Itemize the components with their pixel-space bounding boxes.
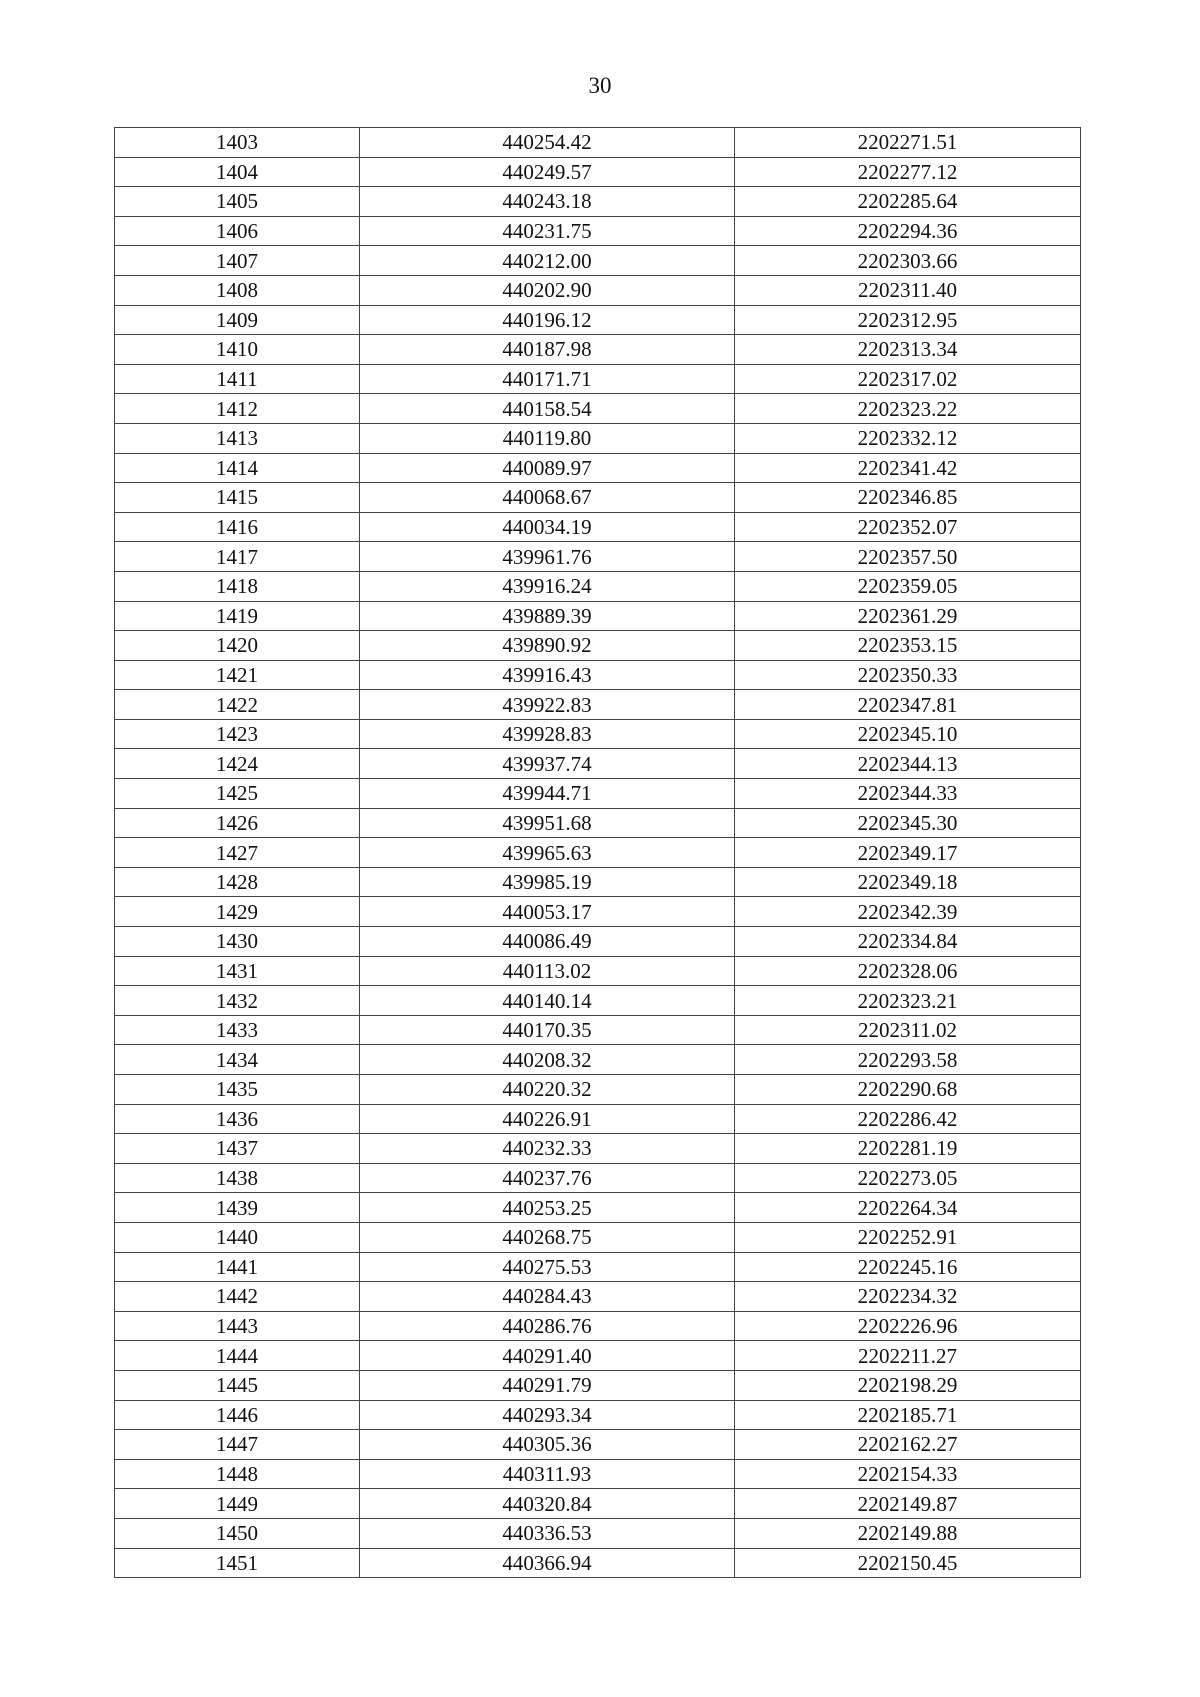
point-number-cell: 1408 xyxy=(115,275,360,305)
y-coordinate-cell: 2202264.34 xyxy=(735,1193,1081,1223)
table-row xyxy=(115,512,1081,542)
y-coordinate-cell: 2202313.34 xyxy=(735,335,1081,365)
point-number-cell: 1409 xyxy=(115,305,360,335)
y-coordinate-cell: 2202361.29 xyxy=(735,601,1081,631)
x-coordinate-cell: 440284.43 xyxy=(360,1282,735,1312)
x-coordinate-cell: 440311.93 xyxy=(360,1459,735,1489)
table-row xyxy=(115,1400,1081,1430)
x-coordinate-cell: 440086.49 xyxy=(360,927,735,957)
table-row xyxy=(115,1282,1081,1312)
table-row xyxy=(115,1489,1081,1519)
point-number-cell: 1441 xyxy=(115,1252,360,1282)
y-coordinate-cell: 2202346.85 xyxy=(735,483,1081,513)
x-coordinate-cell: 440291.79 xyxy=(360,1370,735,1400)
y-coordinate-cell: 2202349.17 xyxy=(735,838,1081,868)
table-row xyxy=(115,335,1081,365)
point-number-cell: 1446 xyxy=(115,1400,360,1430)
point-number-cell: 1440 xyxy=(115,1222,360,1252)
point-number-cell: 1410 xyxy=(115,335,360,365)
table-row xyxy=(115,986,1081,1016)
x-coordinate-cell: 440196.12 xyxy=(360,305,735,335)
y-coordinate-cell: 2202345.10 xyxy=(735,719,1081,749)
x-coordinate-cell: 439961.76 xyxy=(360,542,735,572)
y-coordinate-cell: 2202252.91 xyxy=(735,1222,1081,1252)
x-coordinate-cell: 440119.80 xyxy=(360,423,735,453)
point-number-cell: 1421 xyxy=(115,660,360,690)
x-coordinate-cell: 440336.53 xyxy=(360,1518,735,1548)
point-number-cell: 1437 xyxy=(115,1134,360,1164)
y-coordinate-cell: 2202277.12 xyxy=(735,157,1081,187)
x-coordinate-cell: 440305.36 xyxy=(360,1430,735,1460)
x-coordinate-cell: 440226.91 xyxy=(360,1104,735,1134)
x-coordinate-cell: 440034.19 xyxy=(360,512,735,542)
x-coordinate-cell: 440158.54 xyxy=(360,394,735,424)
point-number-cell: 1419 xyxy=(115,601,360,631)
y-coordinate-cell: 2202350.33 xyxy=(735,660,1081,690)
y-coordinate-cell: 2202311.40 xyxy=(735,275,1081,305)
table-row xyxy=(115,364,1081,394)
table-row xyxy=(115,631,1081,661)
point-number-cell: 1425 xyxy=(115,779,360,809)
point-number-cell: 1445 xyxy=(115,1370,360,1400)
y-coordinate-cell: 2202352.07 xyxy=(735,512,1081,542)
x-coordinate-cell: 440089.97 xyxy=(360,453,735,483)
y-coordinate-cell: 2202185.71 xyxy=(735,1400,1081,1430)
x-coordinate-cell: 440237.76 xyxy=(360,1163,735,1193)
y-coordinate-cell: 2202271.51 xyxy=(735,128,1081,158)
x-coordinate-cell: 440275.53 xyxy=(360,1252,735,1282)
x-coordinate-cell: 440243.18 xyxy=(360,187,735,217)
y-coordinate-cell: 2202317.02 xyxy=(735,364,1081,394)
x-coordinate-cell: 440053.17 xyxy=(360,897,735,927)
y-coordinate-cell: 2202334.84 xyxy=(735,927,1081,957)
y-coordinate-cell: 2202359.05 xyxy=(735,571,1081,601)
point-number-cell: 1424 xyxy=(115,749,360,779)
x-coordinate-cell: 440208.32 xyxy=(360,1045,735,1075)
y-coordinate-cell: 2202281.19 xyxy=(735,1134,1081,1164)
y-coordinate-cell: 2202294.36 xyxy=(735,216,1081,246)
x-coordinate-cell: 440291.40 xyxy=(360,1341,735,1371)
y-coordinate-cell: 2202312.95 xyxy=(735,305,1081,335)
y-coordinate-cell: 2202311.02 xyxy=(735,1015,1081,1045)
point-number-cell: 1438 xyxy=(115,1163,360,1193)
x-coordinate-cell: 440212.00 xyxy=(360,246,735,276)
table-row xyxy=(115,423,1081,453)
x-coordinate-cell: 440366.94 xyxy=(360,1548,735,1578)
point-number-cell: 1423 xyxy=(115,719,360,749)
table-row xyxy=(115,927,1081,957)
x-coordinate-cell: 440253.25 xyxy=(360,1193,735,1223)
table-row xyxy=(115,394,1081,424)
table-row xyxy=(115,216,1081,246)
x-coordinate-cell: 439890.92 xyxy=(360,631,735,661)
table-row xyxy=(115,1075,1081,1105)
table-row xyxy=(115,571,1081,601)
point-number-cell: 1431 xyxy=(115,956,360,986)
y-coordinate-cell: 2202323.22 xyxy=(735,394,1081,424)
y-coordinate-cell: 2202150.45 xyxy=(735,1548,1081,1578)
point-number-cell: 1416 xyxy=(115,512,360,542)
table-row xyxy=(115,1430,1081,1460)
x-coordinate-cell: 440249.57 xyxy=(360,157,735,187)
table-row xyxy=(115,1518,1081,1548)
table-row xyxy=(115,483,1081,513)
table-row xyxy=(115,690,1081,720)
table-row xyxy=(115,1193,1081,1223)
table-row xyxy=(115,542,1081,572)
x-coordinate-cell: 439922.83 xyxy=(360,690,735,720)
point-number-cell: 1417 xyxy=(115,542,360,572)
y-coordinate-cell: 2202344.13 xyxy=(735,749,1081,779)
y-coordinate-cell: 2202328.06 xyxy=(735,956,1081,986)
table-row xyxy=(115,867,1081,897)
x-coordinate-cell: 439937.74 xyxy=(360,749,735,779)
x-coordinate-cell: 439928.83 xyxy=(360,719,735,749)
x-coordinate-cell: 440187.98 xyxy=(360,335,735,365)
x-coordinate-cell: 440286.76 xyxy=(360,1311,735,1341)
y-coordinate-cell: 2202162.27 xyxy=(735,1430,1081,1460)
y-coordinate-cell: 2202342.39 xyxy=(735,897,1081,927)
point-number-cell: 1430 xyxy=(115,927,360,957)
x-coordinate-cell: 440293.34 xyxy=(360,1400,735,1430)
table-row xyxy=(115,187,1081,217)
table-row xyxy=(115,1459,1081,1489)
y-coordinate-cell: 2202211.27 xyxy=(735,1341,1081,1371)
point-number-cell: 1412 xyxy=(115,394,360,424)
point-number-cell: 1444 xyxy=(115,1341,360,1371)
point-number-cell: 1433 xyxy=(115,1015,360,1045)
point-number-cell: 1405 xyxy=(115,187,360,217)
point-number-cell: 1434 xyxy=(115,1045,360,1075)
x-coordinate-cell: 439916.43 xyxy=(360,660,735,690)
table-row xyxy=(115,660,1081,690)
point-number-cell: 1451 xyxy=(115,1548,360,1578)
y-coordinate-cell: 2202273.05 xyxy=(735,1163,1081,1193)
x-coordinate-cell: 440231.75 xyxy=(360,216,735,246)
coordinates-table xyxy=(114,127,1081,1578)
x-coordinate-cell: 440268.75 xyxy=(360,1222,735,1252)
y-coordinate-cell: 2202290.68 xyxy=(735,1075,1081,1105)
table-row xyxy=(115,749,1081,779)
x-coordinate-cell: 439944.71 xyxy=(360,779,735,809)
table-row xyxy=(115,1222,1081,1252)
point-number-cell: 1414 xyxy=(115,453,360,483)
point-number-cell: 1447 xyxy=(115,1430,360,1460)
x-coordinate-cell: 439916.24 xyxy=(360,571,735,601)
table-row xyxy=(115,305,1081,335)
table-row xyxy=(115,453,1081,483)
x-coordinate-cell: 439965.63 xyxy=(360,838,735,868)
x-coordinate-cell: 439985.19 xyxy=(360,867,735,897)
table-row xyxy=(115,1311,1081,1341)
table-row xyxy=(115,246,1081,276)
point-number-cell: 1422 xyxy=(115,690,360,720)
x-coordinate-cell: 439951.68 xyxy=(360,808,735,838)
point-number-cell: 1448 xyxy=(115,1459,360,1489)
y-coordinate-cell: 2202323.21 xyxy=(735,986,1081,1016)
x-coordinate-cell: 440202.90 xyxy=(360,275,735,305)
point-number-cell: 1442 xyxy=(115,1282,360,1312)
table-row xyxy=(115,838,1081,868)
table-row xyxy=(115,956,1081,986)
y-coordinate-cell: 2202344.33 xyxy=(735,779,1081,809)
table-row xyxy=(115,1015,1081,1045)
table-row xyxy=(115,719,1081,749)
table-row xyxy=(115,1045,1081,1075)
table-row xyxy=(115,275,1081,305)
table-row xyxy=(115,897,1081,927)
point-number-cell: 1426 xyxy=(115,808,360,838)
y-coordinate-cell: 2202285.64 xyxy=(735,187,1081,217)
point-number-cell: 1411 xyxy=(115,364,360,394)
point-number-cell: 1404 xyxy=(115,157,360,187)
y-coordinate-cell: 2202353.15 xyxy=(735,631,1081,661)
point-number-cell: 1406 xyxy=(115,216,360,246)
table-row xyxy=(115,1134,1081,1164)
x-coordinate-cell: 439889.39 xyxy=(360,601,735,631)
y-coordinate-cell: 2202149.88 xyxy=(735,1518,1081,1548)
y-coordinate-cell: 2202332.12 xyxy=(735,423,1081,453)
x-coordinate-cell: 440320.84 xyxy=(360,1489,735,1519)
point-number-cell: 1449 xyxy=(115,1489,360,1519)
point-number-cell: 1403 xyxy=(115,128,360,158)
x-coordinate-cell: 440068.67 xyxy=(360,483,735,513)
table-row xyxy=(115,1163,1081,1193)
point-number-cell: 1450 xyxy=(115,1518,360,1548)
point-number-cell: 1443 xyxy=(115,1311,360,1341)
point-number-cell: 1429 xyxy=(115,897,360,927)
point-number-cell: 1435 xyxy=(115,1075,360,1105)
y-coordinate-cell: 2202245.16 xyxy=(735,1252,1081,1282)
table-body xyxy=(115,128,1081,1578)
point-number-cell: 1418 xyxy=(115,571,360,601)
x-coordinate-cell: 440140.14 xyxy=(360,986,735,1016)
y-coordinate-cell: 2202234.32 xyxy=(735,1282,1081,1312)
y-coordinate-cell: 2202286.42 xyxy=(735,1104,1081,1134)
table-row xyxy=(115,1548,1081,1578)
point-number-cell: 1413 xyxy=(115,423,360,453)
y-coordinate-cell: 2202349.18 xyxy=(735,867,1081,897)
table-row xyxy=(115,1341,1081,1371)
point-number-cell: 1436 xyxy=(115,1104,360,1134)
x-coordinate-cell: 440171.71 xyxy=(360,364,735,394)
y-coordinate-cell: 2202345.30 xyxy=(735,808,1081,838)
page-number: 30 xyxy=(588,73,612,98)
y-coordinate-cell: 2202198.29 xyxy=(735,1370,1081,1400)
table-row xyxy=(115,157,1081,187)
point-number-cell: 1407 xyxy=(115,246,360,276)
table-row xyxy=(115,1104,1081,1134)
table-row xyxy=(115,1252,1081,1282)
point-number-cell: 1439 xyxy=(115,1193,360,1223)
y-coordinate-cell: 2202357.50 xyxy=(735,542,1081,572)
x-coordinate-cell: 440170.35 xyxy=(360,1015,735,1045)
x-coordinate-cell: 440113.02 xyxy=(360,956,735,986)
x-coordinate-cell: 440220.32 xyxy=(360,1075,735,1105)
y-coordinate-cell: 2202303.66 xyxy=(735,246,1081,276)
y-coordinate-cell: 2202154.33 xyxy=(735,1459,1081,1489)
x-coordinate-cell: 440232.33 xyxy=(360,1134,735,1164)
y-coordinate-cell: 2202293.58 xyxy=(735,1045,1081,1075)
y-coordinate-cell: 2202347.81 xyxy=(735,690,1081,720)
y-coordinate-cell: 2202226.96 xyxy=(735,1311,1081,1341)
x-coordinate-cell: 440254.42 xyxy=(360,128,735,158)
point-number-cell: 1428 xyxy=(115,867,360,897)
y-coordinate-cell: 2202341.42 xyxy=(735,453,1081,483)
point-number-cell: 1427 xyxy=(115,838,360,868)
point-number-cell: 1420 xyxy=(115,631,360,661)
table-row xyxy=(115,779,1081,809)
point-number-cell: 1432 xyxy=(115,986,360,1016)
table-row xyxy=(115,601,1081,631)
y-coordinate-cell: 2202149.87 xyxy=(735,1489,1081,1519)
table-row xyxy=(115,808,1081,838)
table-row xyxy=(115,128,1081,158)
point-number-cell: 1415 xyxy=(115,483,360,513)
table-row xyxy=(115,1370,1081,1400)
